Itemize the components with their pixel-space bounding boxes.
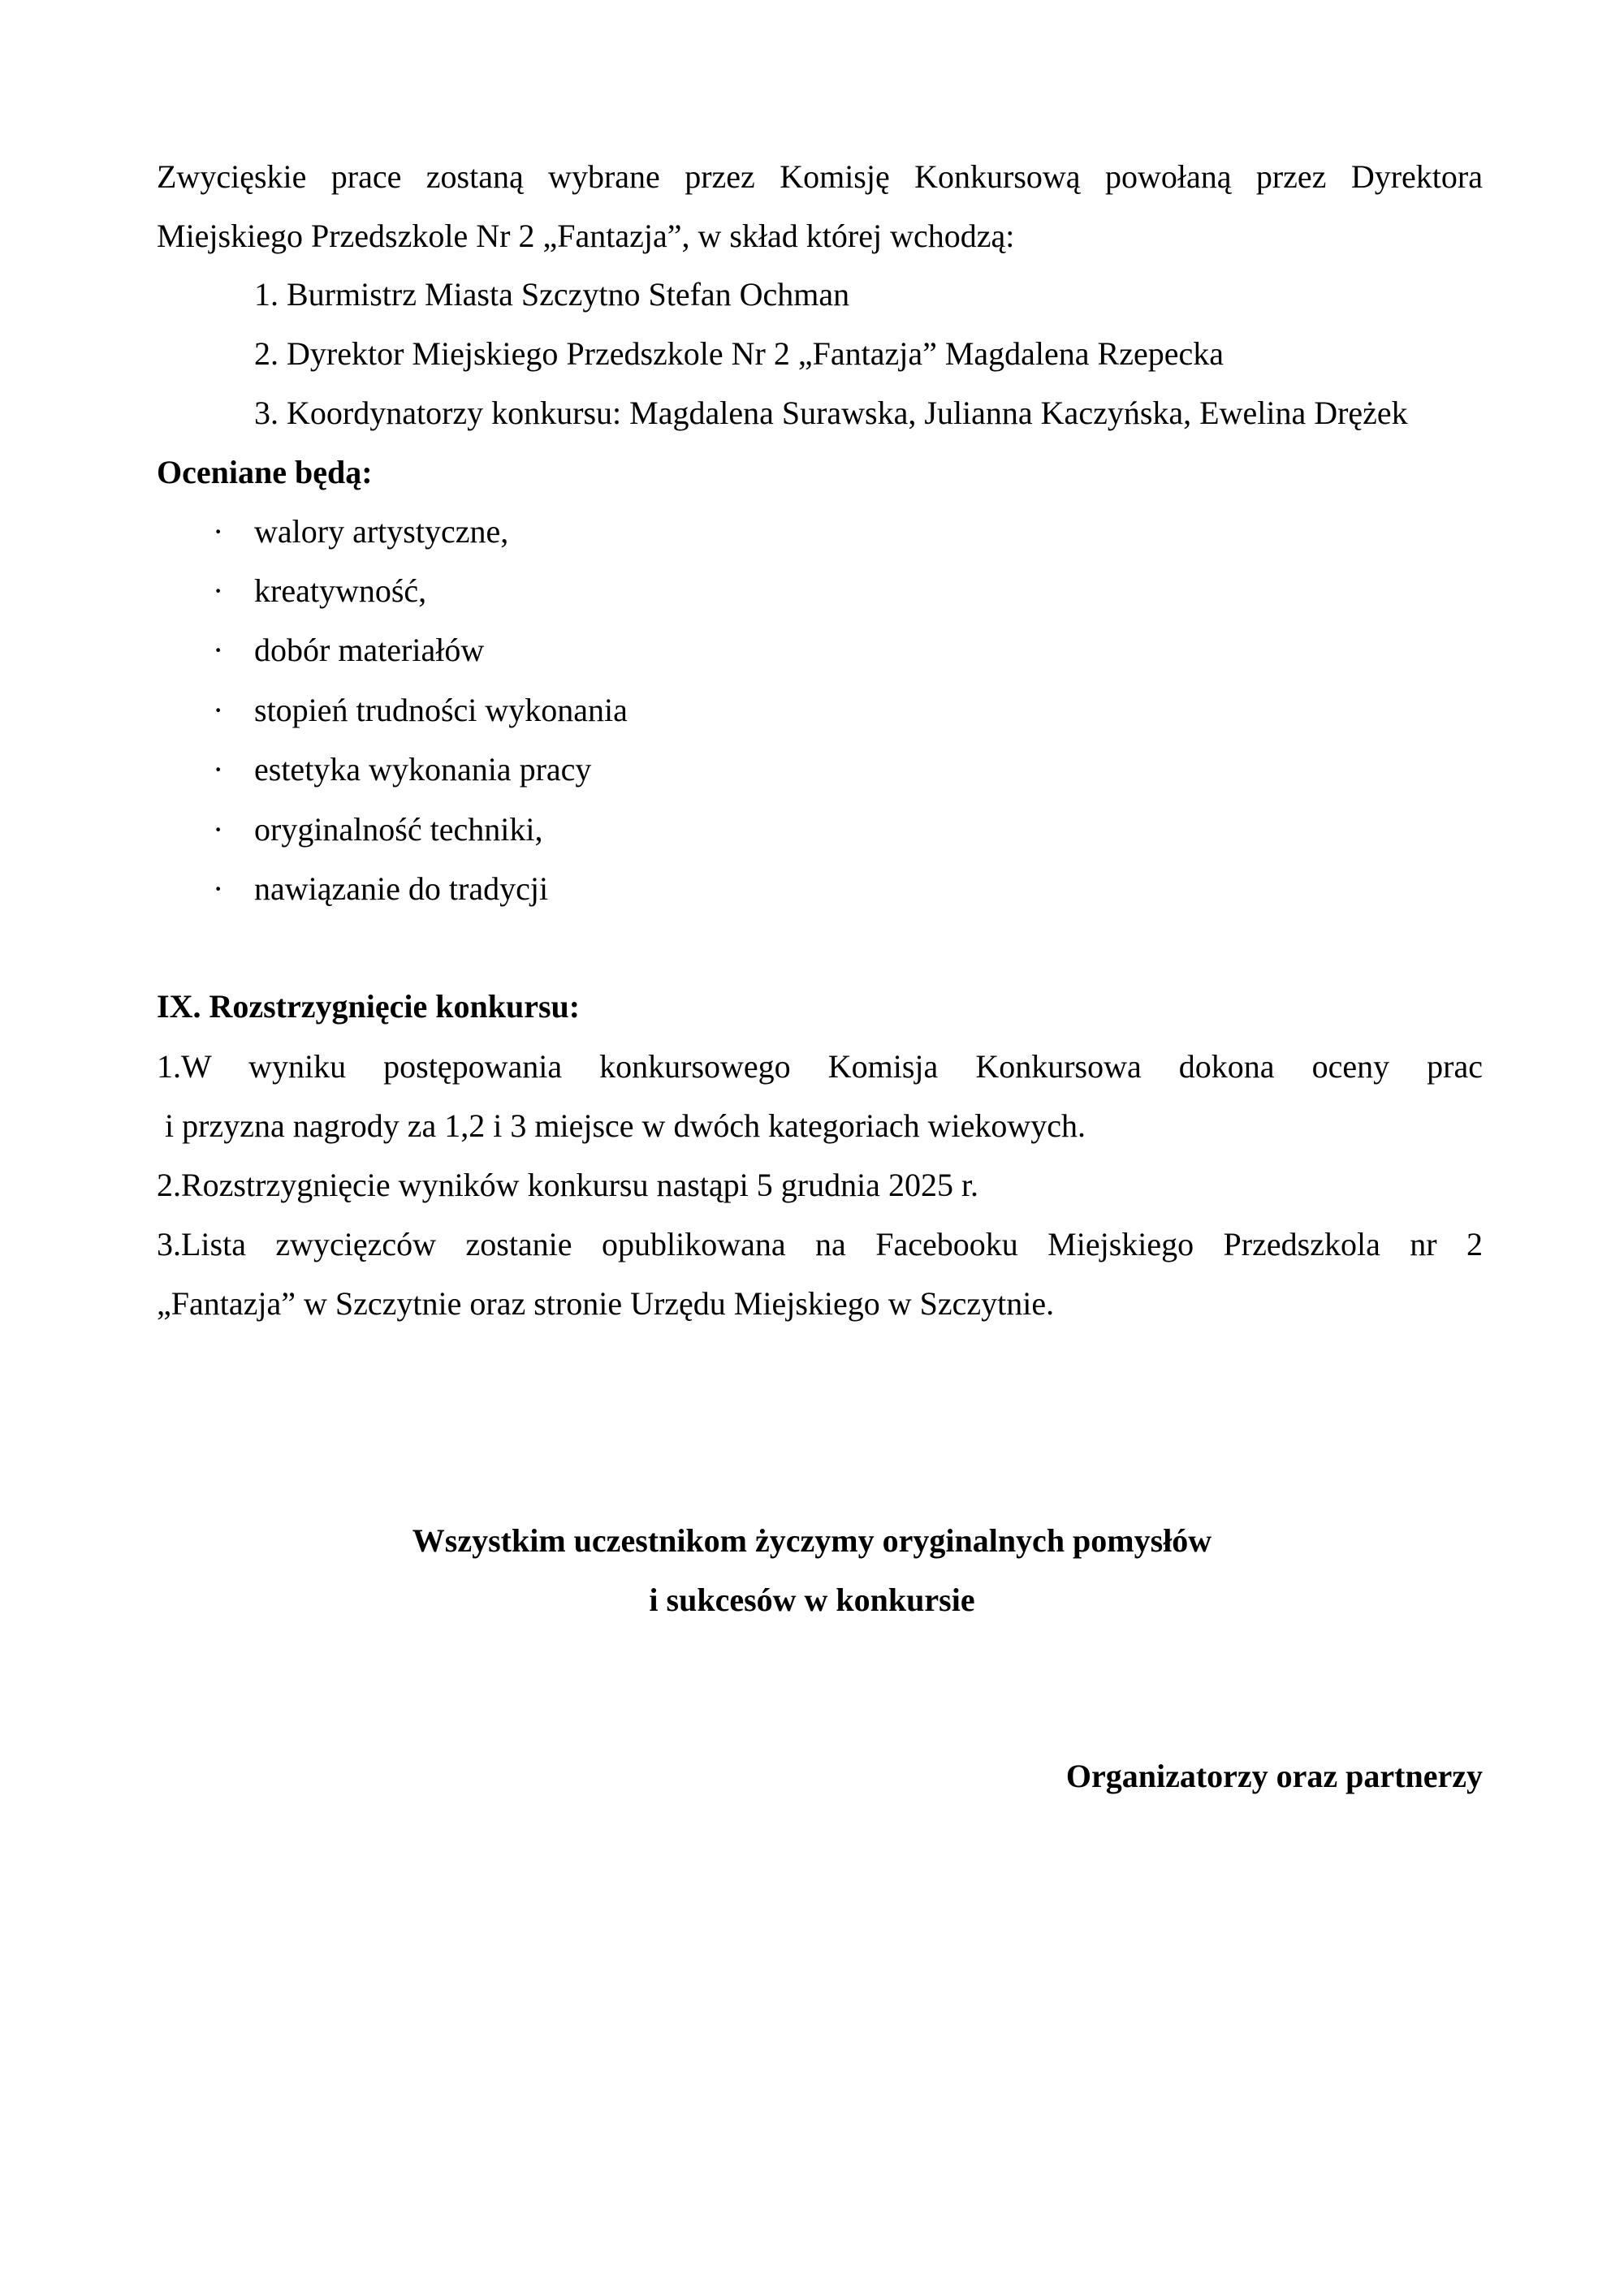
intro-line-1: Zwycięskie prace zostaną wybrane przez Komisję Konkursową powołaną przez Dyrektora [157, 158, 1483, 195]
criteria-item: kreatywność, [254, 572, 427, 609]
committee-item [254, 394, 1408, 433]
closing-wish-line-1: Wszystkim uczestnikom życzymy oryginalnych pomysłów [412, 1522, 1212, 1559]
committee-item-number: 1. [254, 276, 279, 313]
section-ix-heading: IX. Rozstrzygnięcie konkursu: [157, 988, 581, 1025]
committee-item-text: Dyrektor Miejskiego Przedszkole Nr 2 „Fantazja” Magdalena Rzepecka [287, 335, 1224, 372]
resolution-point-3-line-1: 3.Lista zwycięzców zostanie opublikowana na Facebooku Miejskiego Przedszkola nr 2 [157, 1226, 1483, 1262]
criteria-item: stopień trudności wykonania [254, 692, 628, 728]
committee-item [254, 275, 849, 314]
bullet-icon: · [213, 870, 224, 907]
criteria-item: oryginalność techniki, [254, 811, 543, 848]
committee-item-number: 3. [254, 395, 279, 431]
resolution-point-2: 2.Rozstrzygnięcie wyników konkursu nastąpi 5 grudnia 2025 r. [157, 1167, 979, 1203]
criteria-item: estetyka wykonania pracy [254, 751, 592, 788]
bullet-icon: · [213, 692, 224, 728]
bullet-icon: · [213, 572, 224, 609]
bullet-icon: · [213, 811, 224, 848]
committee-item [254, 334, 1224, 373]
committee-item-number: 2. [254, 335, 279, 372]
resolution-point-1-line-2: i przyzna nagrody za 1,2 i 3 miejsce w dwóch kategoriach wiekowych. [157, 1107, 1086, 1144]
criteria-item: nawiązanie do tradycji [254, 870, 549, 907]
intro-line-2: Miejskiego Przedszkole Nr 2 „Fantazja”, w skład której wchodzą: [157, 218, 1015, 254]
signature: Organizatorzy oraz partnerzy [1065, 1758, 1483, 1794]
resolution-point-1-line-1: 1.W wyniku postępowania konkursowego Komisja Konkursowa dokona oceny prac [157, 1048, 1483, 1085]
criteria-item: walory artystyczne, [254, 513, 509, 550]
criteria-heading: Oceniane będą: [157, 454, 373, 490]
committee-item-text: Burmistrz Miasta Szczytno Stefan Ochman [287, 276, 850, 313]
bullet-icon: · [213, 513, 224, 550]
bullet-icon: · [213, 751, 224, 788]
bullet-icon: · [213, 632, 224, 668]
resolution-point-3-line-2: „Fantazja” w Szczytnie oraz stronie Urzędu Miejskiego w Szczytnie. [157, 1285, 1055, 1322]
committee-item-text: Koordynatorzy konkursu: Magdalena Surawska, Julianna Kaczyńska, Ewelina Drężek [287, 395, 1408, 431]
criteria-item: dobór materiałów [254, 632, 485, 668]
closing-wish-line-2: i sukcesów w konkursie [649, 1582, 975, 1618]
